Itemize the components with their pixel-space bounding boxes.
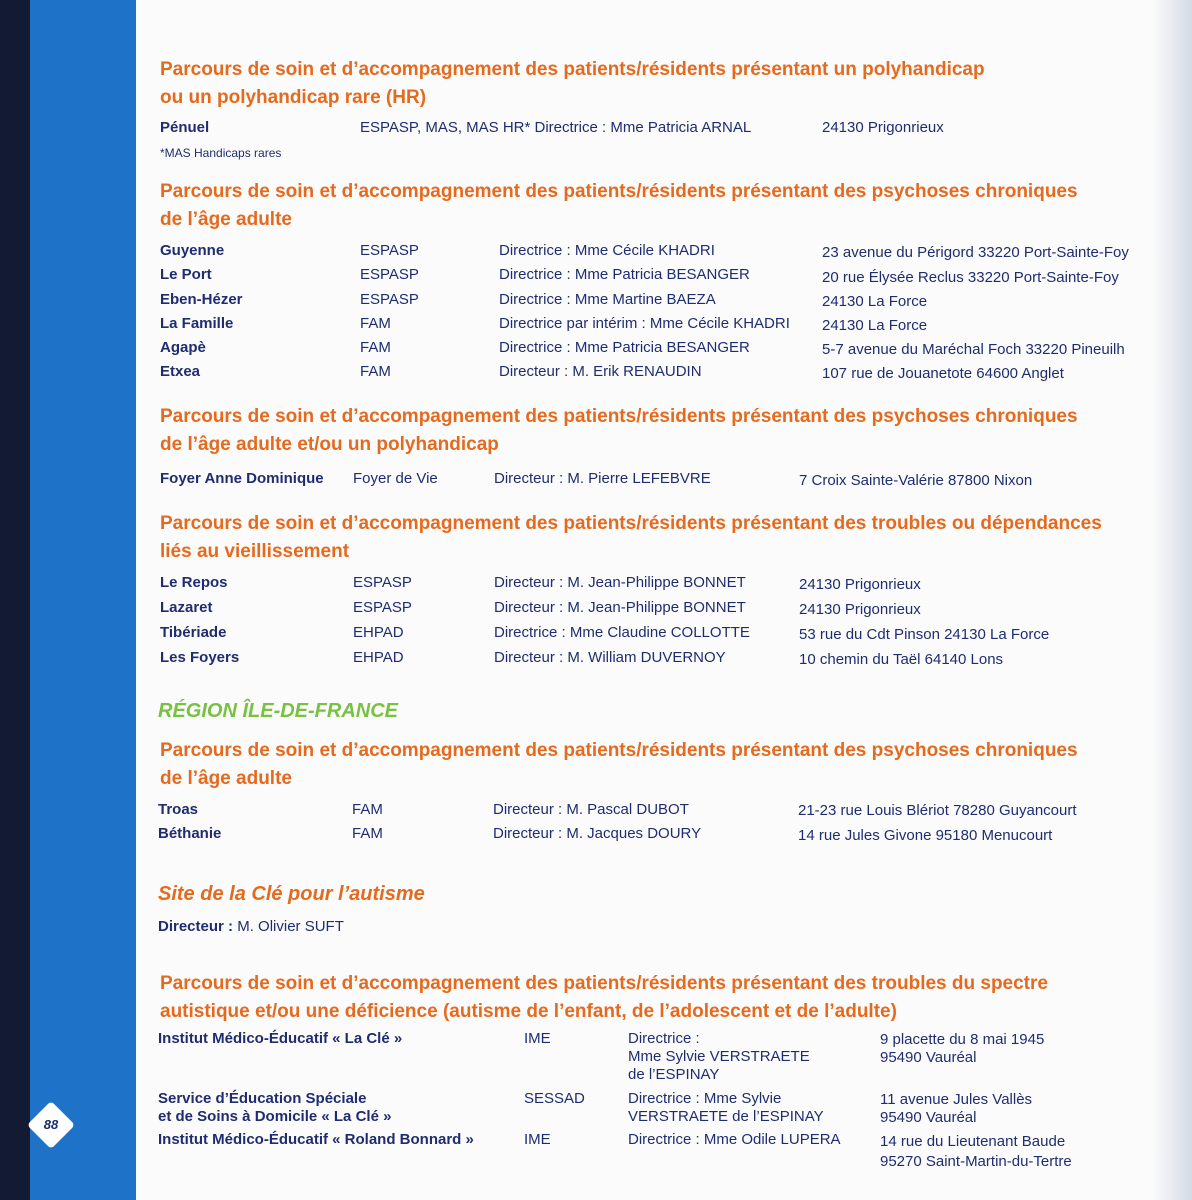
facility-name: Guyenne [160,242,225,259]
facility-type: ESPASP [360,242,419,259]
facility-address: 9 placette du 8 mai 1945 [880,1031,1045,1048]
facility-director: Directrice : Mme Patricia BESANGER [499,266,750,283]
site-director [158,918,344,935]
facility-director: Directeur : M. Pierre LEFEBVRE [494,470,711,487]
facility-address: 21-23 rue Louis Blériot 78280 Guyancourt [798,802,1077,819]
facility-name: Le Repos [160,574,228,591]
heading-line: ou un polyhandicap rare (HR) [160,87,427,108]
heading-line: Parcours de soin et d’accompagnement des patients/résidents présentant un polyhandicap [160,59,985,80]
facility-name: Foyer Anne Dominique [160,470,324,487]
facility-name: Institut Médico-Éducatif « La Clé » [158,1030,403,1047]
facility-name: Eben-Hézer [160,291,243,308]
facility-address: 95490 Vauréal [880,1109,977,1126]
facility-name: Pénuel [160,119,210,136]
section-heading-psychoses-polyhandicap [160,403,1160,459]
facility-type: FAM [352,825,383,842]
facility-director: Directrice : Mme Patricia BESANGER [499,339,750,356]
facility-address: 20 rue Élysée Reclus 33220 Port-Sainte-Foy [822,269,1119,286]
facility-address: 24130 La Force [822,293,928,310]
facility-type: FAM [360,363,391,380]
facility-director: Directeur : M. Jean-Philippe BONNET [494,574,746,591]
page-number: 88 [43,1117,59,1132]
director-label: Directeur : [158,918,234,935]
facility-director: Directrice : Mme Martine BAEZA [499,291,716,308]
section-heading-idf-psychoses [160,737,1160,793]
facility-type: ESPASP [360,266,419,283]
facility-director: Directrice : Mme Cécile KHADRI [499,242,715,259]
facility-type: ESPASP [353,574,412,591]
facility-address: 24130 Prigonrieux [799,576,921,593]
facility-address: 14 rue Jules Givone 95180 Menucourt [798,827,1053,844]
facility-name: Etxea [160,363,201,380]
facility-director: Directeur : M. Jean-Philippe BONNET [494,599,746,616]
facility-name: La Famille [160,315,234,332]
facility-type: FAM [360,315,391,332]
facility-name: Agapè [160,339,206,356]
facility-address: 7 Croix Sainte-Valérie 87800 Nixon [799,472,1033,489]
facility-name: Lazaret [160,599,213,616]
facility-name: Service d’Éducation Spéciale [158,1090,367,1107]
footnote: *MAS Handicaps rares [160,146,282,160]
facility-type: ESPASP [360,291,419,308]
facility-type: SESSAD [524,1090,585,1107]
facility-director: Directeur : M. Pascal DUBOT [493,801,689,818]
facility-name: Troas [158,801,199,818]
facility-address: 10 chemin du Taël 64140 Lons [799,651,1004,668]
facility-type-director: ESPASP, MAS, MAS HR* Directrice : Mme Patricia ARNAL [360,119,752,136]
director-name: M. Olivier SUFT [237,918,344,935]
section-heading-psychoses [160,178,1160,234]
facility-address: 23 avenue du Périgord 33220 Port-Sainte-Foy [822,244,1129,261]
facility-director: Directrice : Mme Sylvie [628,1090,782,1107]
facility-name: et de Soins à Domicile « La Clé » [158,1108,392,1125]
heading-line: Parcours de soin et d’accompagnement des patients/résidents présentant des troubles ou dépendances [160,513,1102,534]
facility-name: Les Foyers [160,649,240,666]
region-title: RÉGION ÎLE-DE-FRANCE [158,700,398,722]
facility-address: 95490 Vauréal [880,1049,977,1066]
section-heading-vieillissement [160,510,1160,566]
heading-line: Parcours de soin et d’accompagnement des patients/résidents présentant des psychoses chroniques [160,406,1078,427]
heading-line: Parcours de soin et d’accompagnement des patients/résidents présentant des psychoses chroniques [160,181,1078,202]
facility-address: 53 rue du Cdt Pinson 24130 La Force [799,626,1050,643]
heading-line: de l’âge adulte [160,209,292,230]
facility-name: Le Port [160,266,212,283]
section-heading-polyhandicap [160,56,1160,112]
facility-address: 11 avenue Jules Vallès [880,1091,1033,1108]
heading-line: de l’âge adulte et/ou un polyhandicap [160,434,499,455]
facility-type: FAM [352,801,383,818]
facility-type: EHPAD [353,649,404,666]
facility-address: 24130 Prigonrieux [822,119,944,136]
facility-type: IME [524,1030,551,1047]
facility-director: Directrice : [628,1030,700,1047]
facility-director: de l’ESPINAY [628,1066,720,1083]
blue-margin-band [30,0,136,1200]
facility-name: Béthanie [158,825,222,842]
facility-director: Mme Sylvie VERSTRAETE [628,1048,810,1065]
facility-type: FAM [360,339,391,356]
facility-address: 14 rue du Lieutenant Baude [880,1133,1066,1150]
heading-line: autistique et/ou une déficience (autisme de l’enfant, de l’adolescent et de l’adulte) [160,1001,897,1022]
facility-address: 24130 La Force [822,317,928,334]
facility-address: 107 rue de Jouanetote 64600 Anglet [822,365,1064,382]
facility-name: Institut Médico-Éducatif « Roland Bonnard » [158,1131,474,1148]
facility-address: 5-7 avenue du Maréchal Foch 33220 Pineuilh [822,341,1125,358]
facility-type: Foyer de Vie [353,470,438,487]
facility-director: VERSTRAETE de l’ESPINAY [628,1108,824,1125]
facility-director: Directrice : Mme Claudine COLLOTTE [494,624,750,641]
heading-line: liés au vieillissement [160,541,350,562]
facility-address: 24130 Prigonrieux [799,601,921,618]
facility-type: EHPAD [353,624,404,641]
facility-director: Directeur : M. Erik RENAUDIN [499,363,702,380]
binding-edge [0,0,30,1200]
facility-address: 95270 Saint-Martin-du-Tertre [880,1153,1072,1170]
site-title: Site de la Clé pour l’autisme [158,883,425,905]
facility-name: Tibériade [160,624,227,641]
facility-director: Directeur : M. Jacques DOURY [493,825,702,842]
heading-line: Parcours de soin et d’accompagnement des patients/résidents présentant des troubles du spectre [160,973,1048,994]
facility-director: Directrice par intérim : Mme Cécile KHADRI [499,315,790,332]
facility-type: ESPASP [353,599,412,616]
section-heading-autisme [160,970,1160,1026]
heading-line: Parcours de soin et d’accompagnement des patients/résidents présentant des psychoses chroniques [160,740,1078,761]
heading-line: de l’âge adulte [160,768,292,789]
facility-director: Directeur : M. William DUVERNOY [494,649,726,666]
facility-director: Directrice : Mme Odile LUPERA [628,1131,841,1148]
facility-type: IME [524,1131,551,1148]
